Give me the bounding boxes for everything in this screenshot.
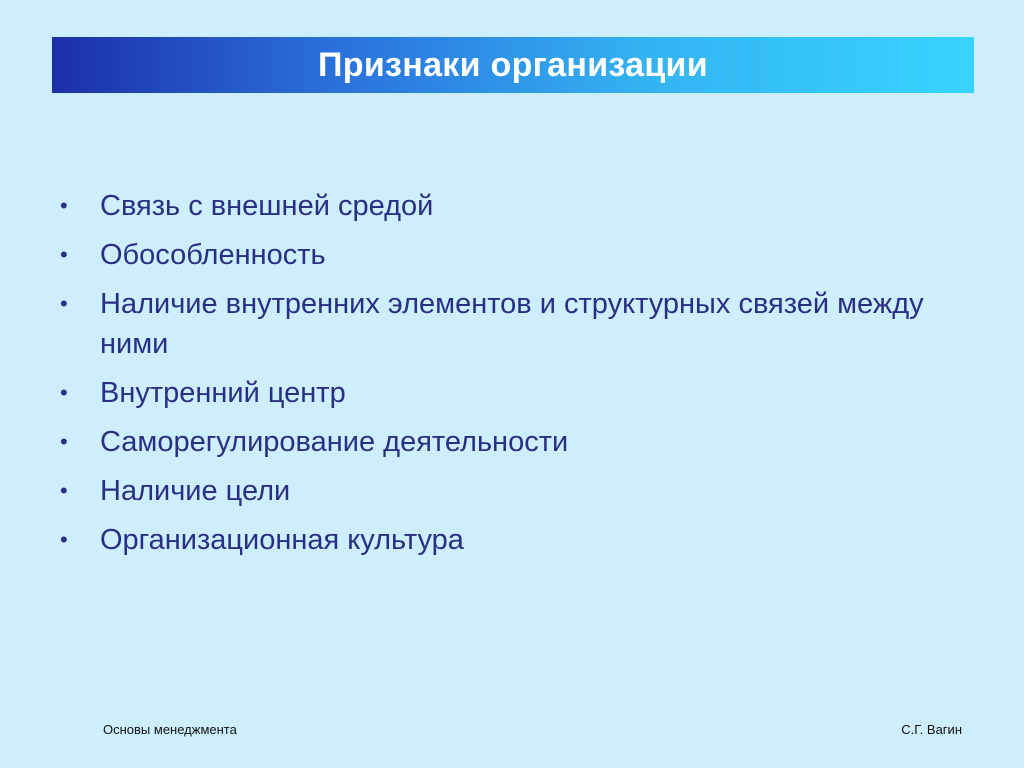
- bullet-text: Организационная культура: [100, 524, 464, 556]
- bullet-icon: •: [60, 478, 68, 503]
- bullet-icon: •: [60, 429, 68, 454]
- bullet-icon: •: [60, 193, 68, 218]
- bullet-icon: •: [60, 242, 68, 267]
- bullet-item: [60, 471, 980, 511]
- bullet-icon: •: [60, 291, 68, 316]
- bullet-text: Обособленность: [100, 239, 326, 271]
- bullet-item: [60, 373, 980, 413]
- bullet-item: [60, 186, 980, 226]
- bullet-item: [60, 284, 980, 364]
- bullet-text: Внутренний центр: [100, 377, 346, 409]
- bullet-text: Наличие цели: [100, 475, 291, 507]
- bullet-text: Наличие внутренних элементов и структурных связей между ними: [100, 288, 924, 360]
- bullet-text: Связь с внешней средой: [100, 190, 434, 222]
- bullet-icon: •: [60, 527, 68, 552]
- slide-title: Признаки организации: [318, 45, 708, 84]
- bullet-item: [60, 520, 980, 560]
- bullet-text: Саморегулирование деятельности: [100, 426, 569, 458]
- bullet-icon: •: [60, 380, 68, 405]
- bullet-item: [60, 235, 980, 275]
- title-bar: [52, 37, 974, 93]
- footer-course-name: Основы менеджмента: [103, 722, 237, 737]
- bullet-list: [60, 186, 980, 569]
- footer-author: С.Г. Вагин: [901, 722, 962, 737]
- bullet-item: [60, 422, 980, 462]
